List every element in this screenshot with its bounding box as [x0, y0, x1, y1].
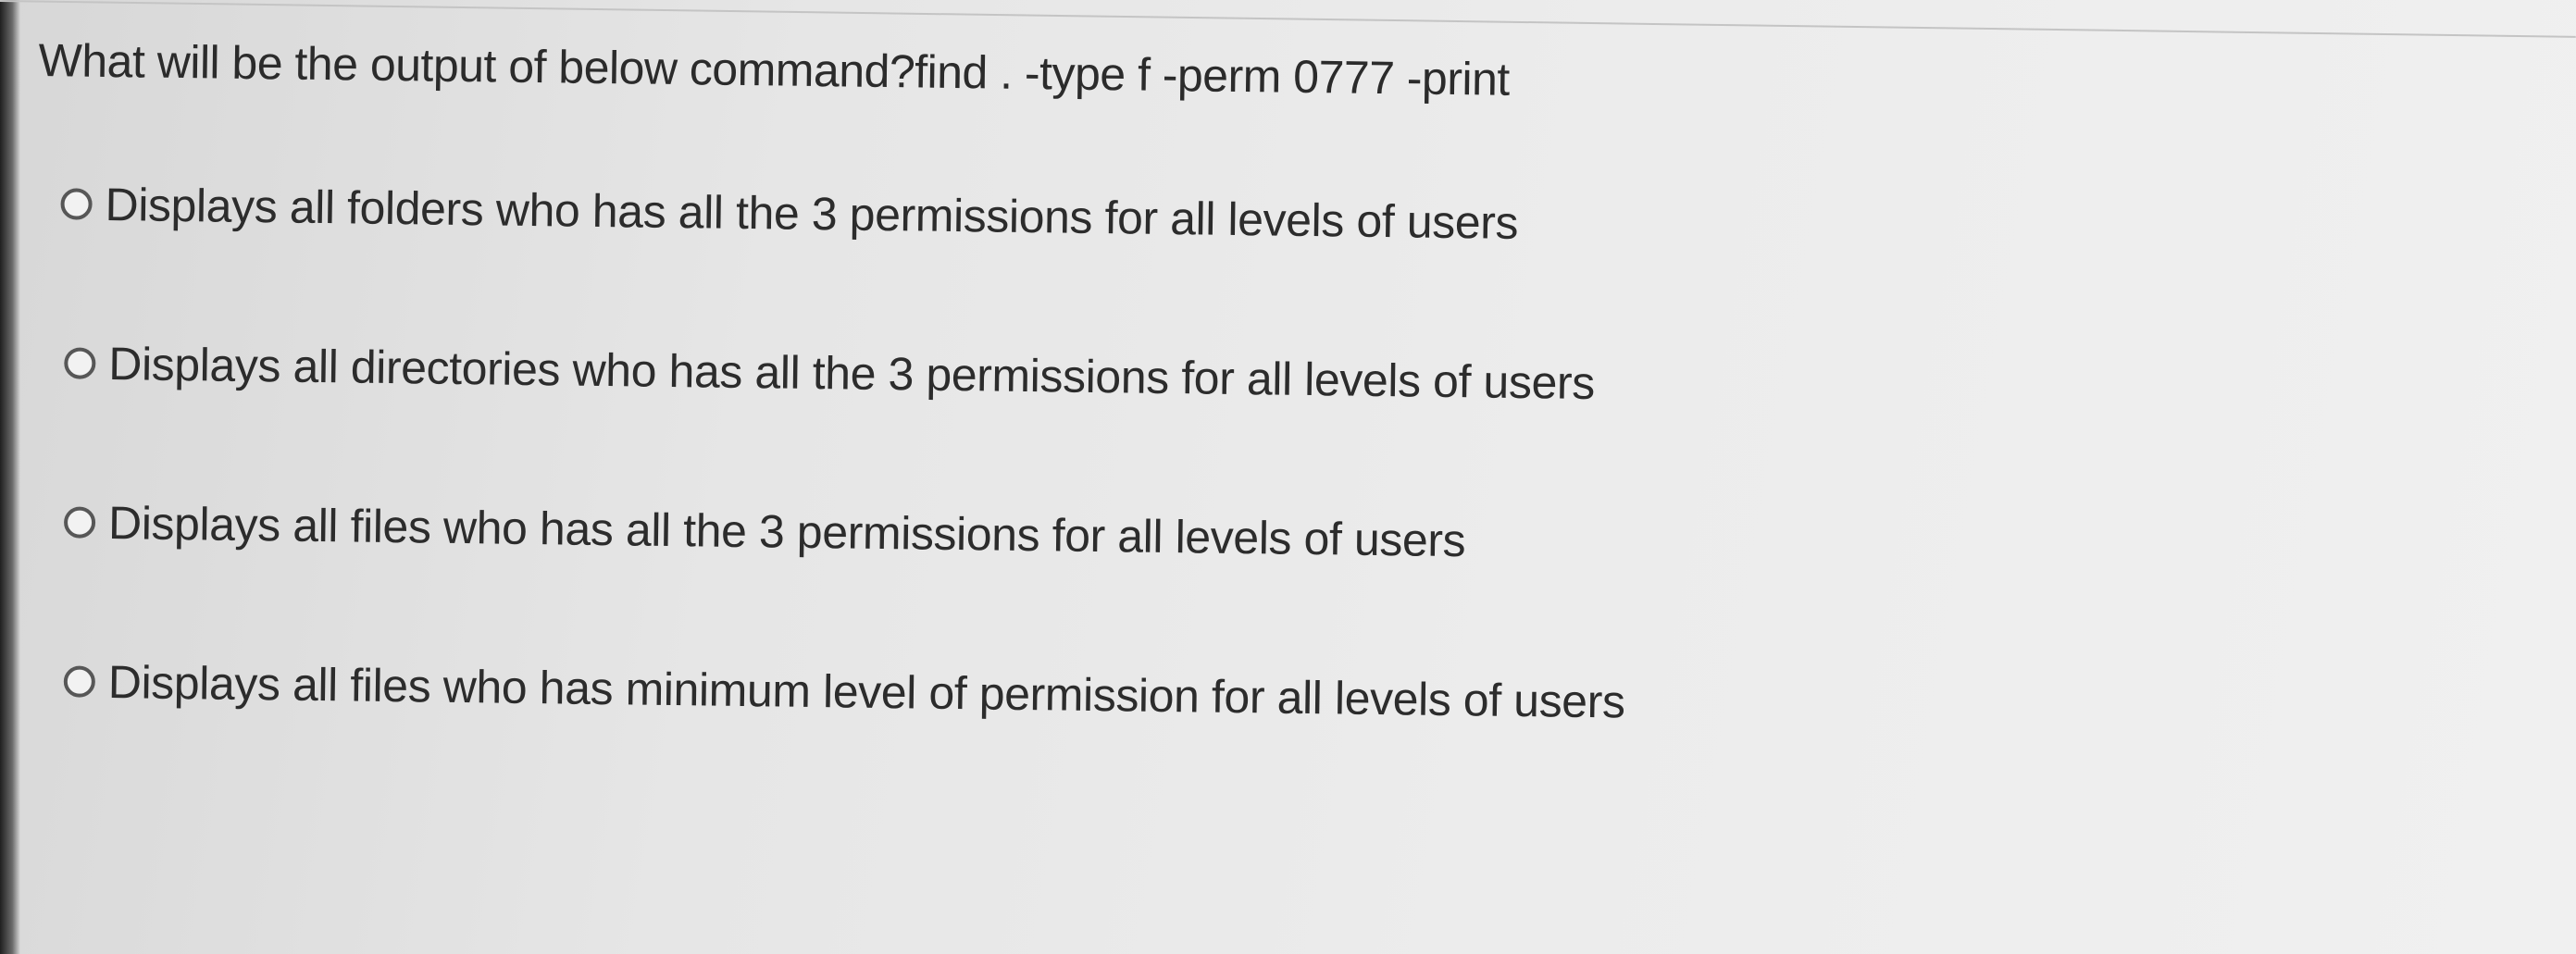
answer-option-2[interactable] — [64, 320, 1979, 430]
answer-option-3[interactable] — [63, 479, 1976, 589]
answer-label-1: Displays all folders who has all the 3 permissions for all levels of users — [105, 178, 1519, 249]
question-text: What will be the output of below command?find . -type f -perm 0777 -print — [38, 33, 1511, 105]
question-block — [29, 33, 1983, 823]
answer-options — [30, 161, 1981, 749]
monitor-bezel — [0, 0, 20, 954]
radio-button-3[interactable] — [64, 506, 95, 538]
top-divider — [0, 0, 2576, 38]
answer-option-1[interactable] — [60, 161, 1981, 271]
answer-label-3: Displays all files who has all the 3 permissions for all levels of users — [107, 497, 1466, 567]
radio-button-4[interactable] — [64, 665, 95, 697]
answer-option-4[interactable] — [63, 638, 1974, 749]
radio-button-1[interactable] — [60, 188, 92, 219]
radio-button-2[interactable] — [64, 347, 95, 378]
answer-label-2: Displays all directories who has all the 3 permissions for all levels of users — [107, 338, 1596, 410]
answer-label-4: Displays all files who has minimum level of permission for all levels of users — [107, 656, 1625, 728]
